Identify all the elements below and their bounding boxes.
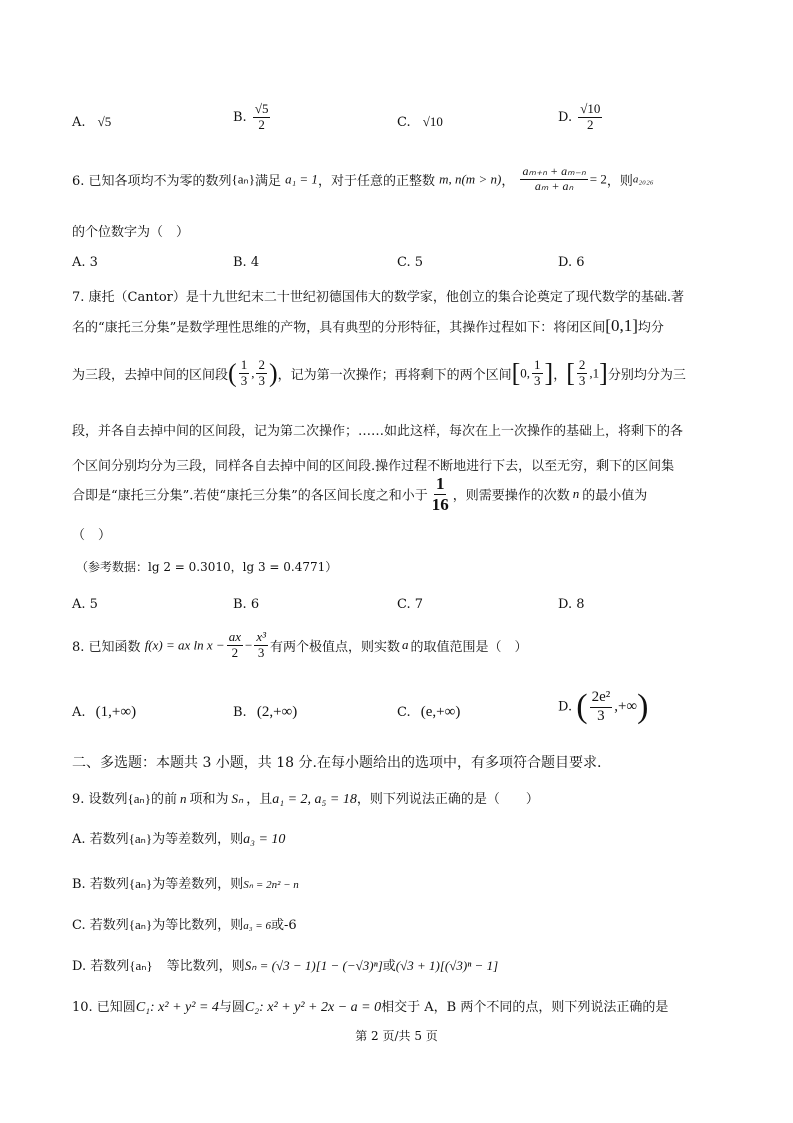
q9-sn: Sₙ xyxy=(231,791,244,806)
q8-f1-num: ax xyxy=(228,629,241,644)
q7-interval01: [0,1] xyxy=(605,316,638,335)
q9-text3: 项和为 xyxy=(189,792,229,807)
q6-mn: m, n(m > n) xyxy=(439,171,502,187)
q9-option-d-seq: {aₙ} xyxy=(129,958,153,973)
q8-option-b xyxy=(233,704,297,721)
q9-option-c-text1: C. 若数列 xyxy=(72,918,129,933)
q8-f2-den: 3 xyxy=(257,644,265,660)
q9-option-b xyxy=(72,873,299,892)
q6-text4: ，则 xyxy=(606,173,633,189)
q8-f1-den: 2 xyxy=(231,644,239,660)
q7-option-a: A. 5 xyxy=(72,597,98,612)
q7-reference: （参考数据：lg 2 = 0.3010，lg 3 = 0.4771） xyxy=(76,560,338,574)
q6-option-a: A. 3 xyxy=(72,255,98,270)
q5-option-b-label: B. xyxy=(233,109,247,125)
q9-option-b-text1: B. 若数列 xyxy=(72,877,129,892)
q8-option-d-den: 3 xyxy=(597,707,605,724)
q9-option-c xyxy=(72,914,297,933)
q8-minus: − xyxy=(244,637,253,653)
q9-option-b-math: Sₙ = 2n² − n xyxy=(243,879,299,891)
q7-line2 xyxy=(72,316,664,336)
q9-option-d-text1: D. 若数列 xyxy=(72,959,130,974)
q6-eq: = 2 xyxy=(589,171,607,187)
q5-option-a xyxy=(72,114,111,130)
q8-option-d-label: D. xyxy=(558,699,573,715)
q10-text3: 相交于 A，B 两个不同的点，则下列说法正确的是 xyxy=(381,1000,669,1015)
q9-option-a-text1: A. 若数列 xyxy=(72,832,129,847)
q8-option-c xyxy=(397,704,460,721)
q8-option-d: D. ( $\frac{\text{2e²}}{3}$ ,+∞) xyxy=(558,688,649,725)
q7-option-d: D. 8 xyxy=(558,597,585,612)
q9-option-c-seq: {aₙ} xyxy=(128,917,153,932)
q8-f2-num: x³ xyxy=(256,629,266,644)
q7-line3d: 分别均分为三 xyxy=(607,367,686,383)
q8-option-c-label: C. xyxy=(397,705,411,720)
q9-option-a-text2: 为等差数列，则 xyxy=(152,832,244,847)
q7-line3: 为三段，去掉中间的区间段( $\frac{1}{3}$ , $\frac{2}{3}$ )，记为第一次操作；再将剩下的两个区间[0, $\frac{1}{3}$ ]，[ $\frac{2}{3}$ ,1]分别均分为三 xyxy=(72,357,686,388)
q8-text1: 8. 已知函数 xyxy=(72,639,141,655)
q7-line7: （ ） xyxy=(72,528,112,543)
q6-seq: {aₙ} xyxy=(231,171,255,187)
section-2-header: 二、多选题：本题共 3 小题，共 18 分.在每小题给出的选项中，有多项符合题目要求. xyxy=(72,755,602,771)
q6-line1: 6. 已知各项均不为零的数列{aₙ}满足 a₁ = 1，对于任意的正整数 m, n(m > n)， $\frac{\text{aₘ₊ₙ + aₘ₋ₙ}}{\text{aₘ + aₙ}}$ = 2，则a₂₀₂₆ xyxy=(72,164,654,193)
q7-line3c: ， xyxy=(553,367,567,383)
q7-n: n xyxy=(572,486,580,502)
q8-option-d-num: 2e² xyxy=(590,689,613,707)
q9-option-d-math2: (√3 + 1)[(√3)ⁿ − 1] xyxy=(395,958,499,973)
q7-line6c: 的最小值为 xyxy=(582,488,648,504)
q5-option-d-den: 2 xyxy=(587,116,594,132)
q7-frac-den: 16 xyxy=(431,494,449,514)
q9-option-a-math: a₃ = 10 xyxy=(243,832,286,847)
q7-line4: 段，并各自去掉中间的区间段，记为第二次操作；……如此这样，每次在上一次操作的基础上，将剩下的各 xyxy=(72,424,684,439)
q9-option-c-tail: 或-6 xyxy=(270,918,297,933)
q9-text5: ，则下列说法正确的是（ ） xyxy=(356,792,539,807)
q8-option-d-tail: ,+∞ xyxy=(614,698,638,715)
q9-option-c-math: a₃ = 6 xyxy=(243,920,271,932)
q7-option-b: B. 6 xyxy=(233,597,260,612)
q9-option-d-text2: 等比数列，则 xyxy=(166,959,245,974)
q9-option-d xyxy=(72,955,498,974)
q8-option-a xyxy=(72,704,136,721)
q9-option-d-or: 或 xyxy=(382,959,396,974)
q6-line2: 的个位数字为（ ） xyxy=(72,225,190,240)
q5-option-d-label: D. xyxy=(558,109,573,125)
q8-a: a xyxy=(402,637,409,653)
q7-line6 xyxy=(72,474,647,514)
q8-option-b-label: B. xyxy=(233,705,247,720)
q6-frac-den: aₘ + aₙ xyxy=(534,178,574,193)
q10-stem xyxy=(72,996,668,1016)
q8-option-b-value: (2,+∞) xyxy=(256,704,298,720)
q6-cond: a₁ = 1 xyxy=(285,171,318,187)
q7-line1: 7. 康托（Cantor）是十九世纪末二十世纪初德国伟大的数学家，他创立的集合论奠定了现代数学的基础.著 xyxy=(72,290,685,305)
q6-text1: 6. 已知各项均不为零的数列 xyxy=(72,173,232,189)
q9-text4: ，且 xyxy=(246,792,273,807)
q7-line6b: ，则需要操作的次数 xyxy=(452,488,570,504)
q5-option-b-num: √5 xyxy=(254,101,269,116)
q9-cond: a₁ = 2, a₅ = 18 xyxy=(272,792,357,807)
q10-c2: C₂: x² + y² + 2x − a = 0 xyxy=(244,1000,382,1015)
q8-text2: 有两个极值点，则实数 xyxy=(269,639,400,655)
q9-option-a-seq: {aₙ} xyxy=(128,831,153,846)
q9-option-c-text2: 为等比数列，则 xyxy=(152,918,244,933)
q7-option-c: C. 7 xyxy=(397,597,424,612)
q7-frac-num: 1 xyxy=(435,474,445,493)
q8-option-a-value: (1,+∞) xyxy=(95,704,137,720)
q9-option-a xyxy=(72,828,285,848)
q10-text1: 10. 已知圆 xyxy=(72,1000,136,1015)
q10-c1: C₁: x² + y² = 4 xyxy=(135,1000,219,1015)
q5-option-c-value: √10 xyxy=(422,114,443,129)
q9-seq: {aₙ} xyxy=(127,791,151,806)
q6-frac-num: aₘ₊ₙ + aₘ₋ₙ xyxy=(522,164,586,178)
q5-option-b-den: 2 xyxy=(258,116,265,132)
q9-n: n xyxy=(180,791,187,806)
q7-line5: 个区间分别均分为三段，同样各自去掉中间的区间段.操作过程不断地进行下去，以至无穷，剩下的区间集 xyxy=(72,459,675,474)
q6-text3: ，对于任意的正整数 xyxy=(317,173,435,189)
q9-option-b-seq: {aₙ} xyxy=(128,876,153,891)
q5-option-c-label: C. xyxy=(397,115,411,130)
q8-option-a-label: A. xyxy=(72,705,86,720)
q5-option-a-value: √5 xyxy=(97,114,112,129)
q8-text3: 的取值范围是（ ） xyxy=(410,639,528,655)
q6-target: a₂₀₂₆ xyxy=(632,173,654,186)
q6-option-d: D. 6 xyxy=(558,255,585,270)
q5-option-c xyxy=(397,114,443,130)
q9-text2: 的前 xyxy=(150,792,177,807)
q6-text2: 满足 xyxy=(254,173,281,189)
q5-option-d xyxy=(558,102,604,133)
page-footer: 第 2 页/共 5 页 xyxy=(355,1029,438,1043)
q8-line1 xyxy=(72,630,528,661)
q7-line2b: 均分 xyxy=(637,320,664,336)
q5-option-a-label: A. xyxy=(72,115,86,130)
q7-line2a: 名的“康托三分集”是数学理性思维的产物，具有典型的分形特征，其操作过程如下：将闭区间 xyxy=(72,320,606,336)
q5-option-b xyxy=(233,102,272,133)
q7-line3a: 为三段，去掉中间的区间段 xyxy=(72,367,229,383)
q9-stem xyxy=(72,788,539,808)
q8-option-c-value: (e,+∞) xyxy=(420,704,461,720)
q5-option-d-num: √10 xyxy=(580,101,601,116)
q9-option-d-math1: Sₙ = (√3 − 1)[1 − (−√3)ⁿ] xyxy=(244,958,383,973)
q7-line3b: ，记为第一次操作；再将剩下的两个区间 xyxy=(277,367,512,383)
q6-option-b: B. 4 xyxy=(233,255,260,270)
q9-option-b-text2: 为等差数列，则 xyxy=(152,877,244,892)
q9-text1: 9. 设数列 xyxy=(72,792,128,807)
q6-option-c: C. 5 xyxy=(397,255,424,270)
q10-text2: 与圆 xyxy=(218,1000,245,1015)
q7-line6a: 合即是“康托三分集”.若使“康托三分集”的各区间长度之和小于 xyxy=(72,488,428,504)
q8-func: f(x) = ax ln x − xyxy=(144,637,225,653)
